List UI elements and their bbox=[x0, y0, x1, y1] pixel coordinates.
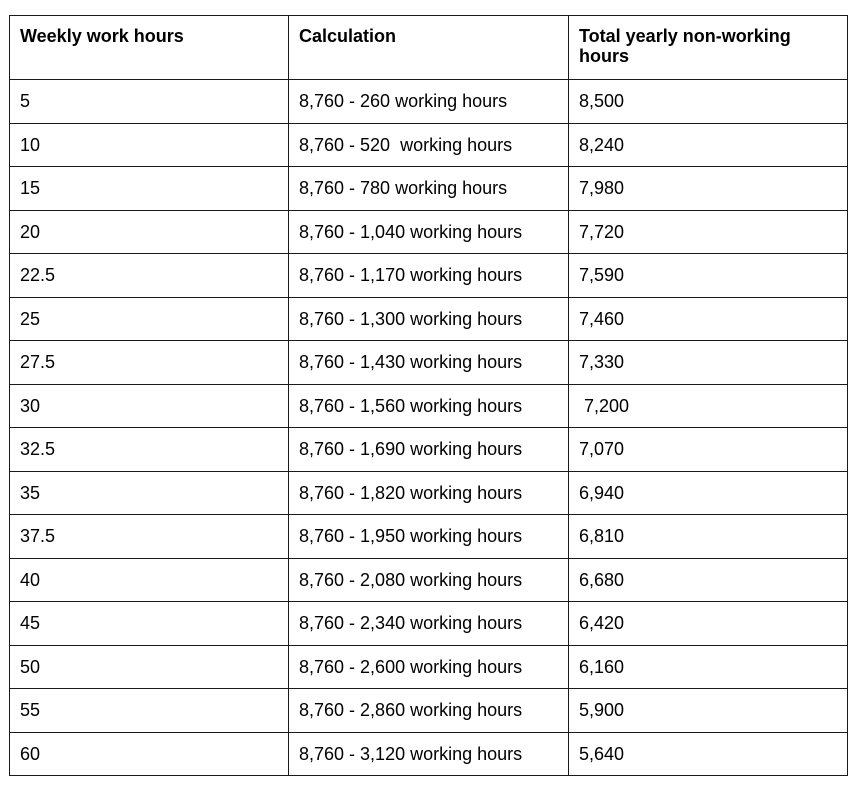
table-row bbox=[10, 602, 848, 646]
cell-total-non-working-hours: 6,420 bbox=[569, 602, 848, 646]
cell-calculation: 8,760 - 1,560 working hours bbox=[289, 384, 569, 428]
cell-weekly-work-hours: 35 bbox=[10, 471, 289, 515]
table-row bbox=[10, 80, 848, 124]
table-header-row bbox=[10, 16, 848, 80]
cell-weekly-work-hours: 27.5 bbox=[10, 341, 289, 385]
table-row bbox=[10, 384, 848, 428]
cell-calculation: 8,760 - 1,690 working hours bbox=[289, 428, 569, 472]
cell-weekly-work-hours: 45 bbox=[10, 602, 289, 646]
table-row bbox=[10, 167, 848, 211]
table-row bbox=[10, 471, 848, 515]
cell-calculation: 8,760 - 1,950 working hours bbox=[289, 515, 569, 559]
table-row bbox=[10, 254, 848, 298]
cell-calculation: 8,760 - 2,860 working hours bbox=[289, 689, 569, 733]
cell-total-non-working-hours: 5,640 bbox=[569, 732, 848, 776]
header-total-yearly-non-working-hours: Total yearly non-working hours bbox=[569, 16, 848, 80]
cell-weekly-work-hours: 40 bbox=[10, 558, 289, 602]
cell-weekly-work-hours: 22.5 bbox=[10, 254, 289, 298]
cell-total-non-working-hours: 7,980 bbox=[569, 167, 848, 211]
table-row bbox=[10, 297, 848, 341]
table-row bbox=[10, 123, 848, 167]
table-row bbox=[10, 341, 848, 385]
cell-total-non-working-hours: 8,240 bbox=[569, 123, 848, 167]
cell-total-non-working-hours: 7,330 bbox=[569, 341, 848, 385]
cell-total-non-working-hours: 6,160 bbox=[569, 645, 848, 689]
cell-weekly-work-hours: 10 bbox=[10, 123, 289, 167]
table-row bbox=[10, 558, 848, 602]
cell-calculation: 8,760 - 1,300 working hours bbox=[289, 297, 569, 341]
cell-total-non-working-hours: 5,900 bbox=[569, 689, 848, 733]
header-calculation: Calculation bbox=[289, 16, 569, 80]
cell-calculation: 8,760 - 520 working hours bbox=[289, 123, 569, 167]
cell-total-non-working-hours: 7,070 bbox=[569, 428, 848, 472]
cell-weekly-work-hours: 30 bbox=[10, 384, 289, 428]
cell-total-non-working-hours: 8,500 bbox=[569, 80, 848, 124]
cell-weekly-work-hours: 32.5 bbox=[10, 428, 289, 472]
cell-weekly-work-hours: 15 bbox=[10, 167, 289, 211]
cell-total-non-working-hours: 6,810 bbox=[569, 515, 848, 559]
cell-calculation: 8,760 - 1,820 working hours bbox=[289, 471, 569, 515]
cell-weekly-work-hours: 25 bbox=[10, 297, 289, 341]
cell-calculation: 8,760 - 780 working hours bbox=[289, 167, 569, 211]
cell-total-non-working-hours: 7,200 bbox=[569, 384, 848, 428]
table-row bbox=[10, 515, 848, 559]
cell-calculation: 8,760 - 2,340 working hours bbox=[289, 602, 569, 646]
cell-weekly-work-hours: 50 bbox=[10, 645, 289, 689]
cell-total-non-working-hours: 7,720 bbox=[569, 210, 848, 254]
cell-total-non-working-hours: 6,940 bbox=[569, 471, 848, 515]
cell-total-non-working-hours: 7,460 bbox=[569, 297, 848, 341]
table-row bbox=[10, 210, 848, 254]
cell-calculation: 8,760 - 3,120 working hours bbox=[289, 732, 569, 776]
cell-calculation: 8,760 - 1,430 working hours bbox=[289, 341, 569, 385]
cell-total-non-working-hours: 7,590 bbox=[569, 254, 848, 298]
hours-table bbox=[9, 15, 848, 776]
cell-weekly-work-hours: 37.5 bbox=[10, 515, 289, 559]
cell-weekly-work-hours: 60 bbox=[10, 732, 289, 776]
cell-total-non-working-hours: 6,680 bbox=[569, 558, 848, 602]
cell-calculation: 8,760 - 260 working hours bbox=[289, 80, 569, 124]
cell-calculation: 8,760 - 1,040 working hours bbox=[289, 210, 569, 254]
hours-table-container bbox=[9, 15, 848, 776]
table-row bbox=[10, 732, 848, 776]
cell-weekly-work-hours: 5 bbox=[10, 80, 289, 124]
cell-weekly-work-hours: 20 bbox=[10, 210, 289, 254]
table-row bbox=[10, 689, 848, 733]
cell-calculation: 8,760 - 2,600 working hours bbox=[289, 645, 569, 689]
table-row bbox=[10, 428, 848, 472]
cell-calculation: 8,760 - 2,080 working hours bbox=[289, 558, 569, 602]
header-weekly-work-hours: Weekly work hours bbox=[10, 16, 289, 80]
cell-calculation: 8,760 - 1,170 working hours bbox=[289, 254, 569, 298]
table-row bbox=[10, 645, 848, 689]
cell-weekly-work-hours: 55 bbox=[10, 689, 289, 733]
